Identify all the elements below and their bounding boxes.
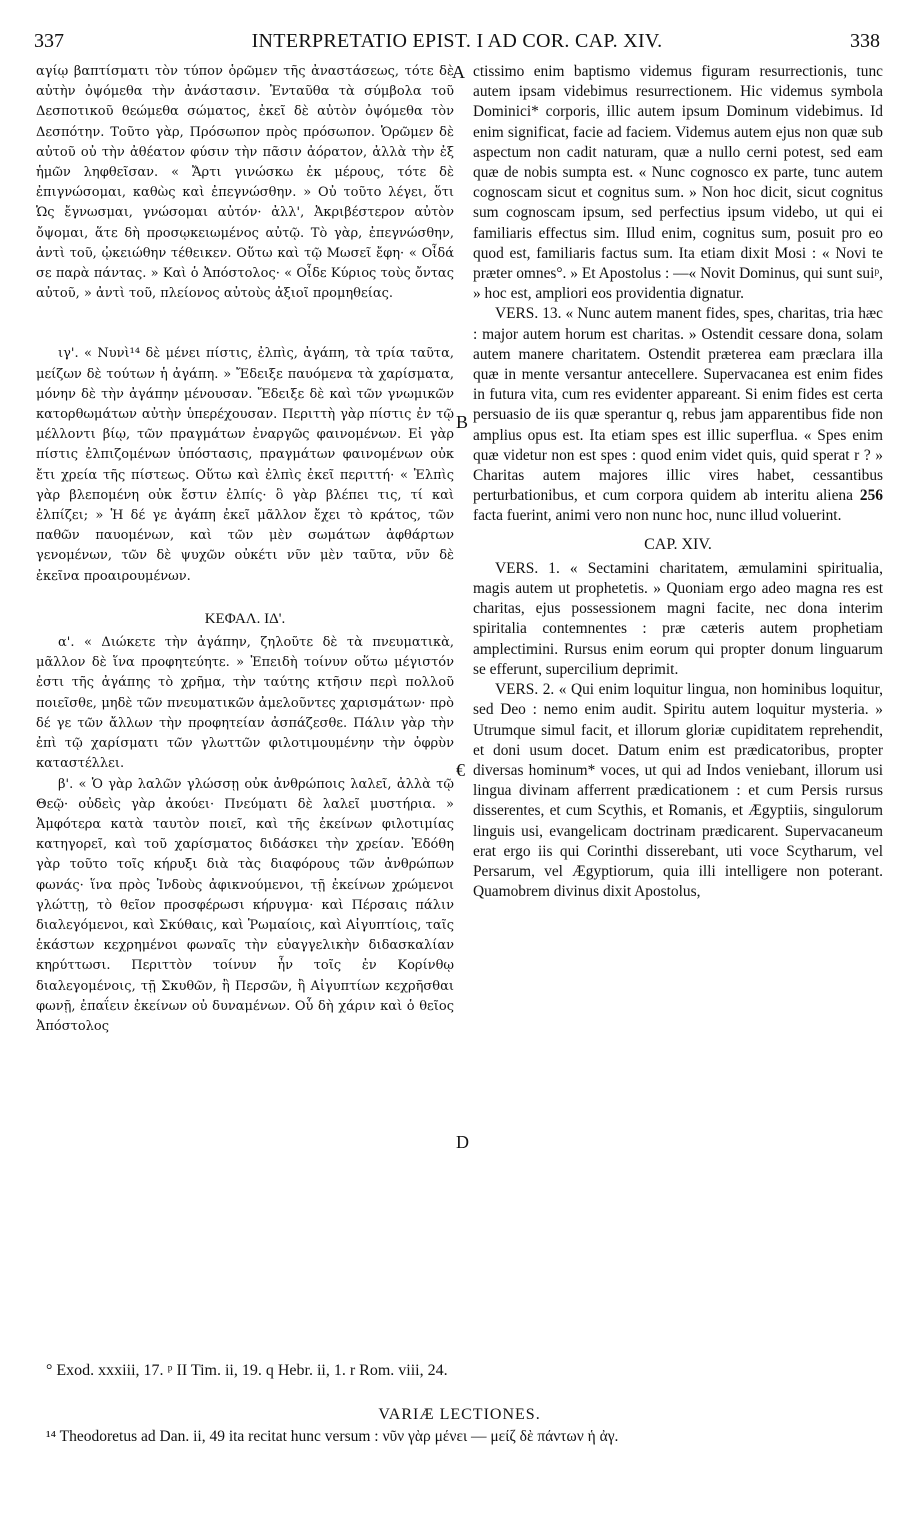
running-header xyxy=(34,30,880,58)
margin-marker-d: D xyxy=(456,1132,469,1152)
latin-paragraph-2-text: « Nunc autem manent fides, spes, charitas, tria hæc : major autem horum est charitas. » Ostendit cessare dona, solam autem manere charitatem. Ostendit præterea eam præclara illa quæ in mente versantur antecellere. Supervacanea est enim fides in futura vita, cum res evidenter appareant. Si enim fides est certa persuasio de iis quæ sperantur q, rebus jam apparentibus fide non amplius opus est. Ita etiam spes est illic superflua. « Spes enim quæ videtur non est spes : quod enim videt quis, quid sperat r ? » Charitas autem majores illic vires habet, cessantibus perturbationibus, et cum corpora quidem ab interitu aliena xyxy=(473,305,883,505)
verse-label-13: VERS. 13. xyxy=(495,305,562,323)
verse-label-2: VERS. 2. xyxy=(495,681,555,699)
variae-lectiones-note: ¹⁴ Theodoretus ad Dan. ii, 49 ita recitat hunc versum : νῦν γὰρ μένει — μείζ δὲ πάντων ἡ ἀγ. xyxy=(46,1428,619,1445)
greek-chapter-heading: ΚΕΦΑΛ. ΙΔ'. xyxy=(204,610,286,627)
latin-paragraph-2-end: facta fuerint, animi vero non nunc hoc, nunc illud voluerint. xyxy=(473,507,842,525)
latin-paragraph-3-text: « Sectamini charitatem, æmulamini spiritualia, magis autem ut prophetetis. » Quoniam ergo adeo magna res est charitas, ejus possessionem magni facite, nec dona interim spiritalia contemnentes : præ cæteris autem prophetiam amplectimini. Rursus enim eorum qui propter donum linguarum se efferunt, supercilium deprimit. xyxy=(473,559,883,678)
greek-paragraph-4: β'. « Ὁ γὰρ λαλῶν γλώσσῃ οὐκ ἀνθρώποις λαλεῖ, ἀλλὰ τῷ Θεῷ· οὐδεὶς γὰρ ἀκούει· Πνεύματι δὲ λαλεῖ μυστήρια. » Ἀμφότερα κατὰ ταυτὸν ποιεῖ, καὶ τῆς ἐκείνων φιλοτιμίας κατηγορεῖ, καὶ τοῦ χαρίσματος διδάσκει τὴν χρείαν. Ἐδόθη γὰρ τοῦτο τοῖς κήρυξι διὰ τὰς διαφόρους τῶν ἀνθρώπων φωνάς· ἵνα πρὸς Ἰνδοὺς ἀφικνούμενοι, τῇ ἐκείνων χρώμενοι γλώττῃ, τὸ θεῖον προσφέρωσι κήρυγμα· καὶ Πέρσαις πάλιν διαλεγόμενοι, καὶ Σκύθαις, καὶ Ῥωμαίοις, καὶ Αἰγυπτίοις, ταῖς ἑκάστων κεχρημένοι φωναῖς τὴν εὐαγγελικὴν διδασκαλίαν κηρύττωσι. Περιττὸν τοίνυν ἦν τοῖς ἐν Κορίνθῳ διαλεγομένοις, τῇ Σκυθῶν, ἢ Περσῶν, ἢ Αἰγυπτίων κεχρῆσθαι φωνῇ, ἐπαΐειν ἐκείνων οὐ δυναμένων. Οὗ δὴ χάριν καὶ ὁ θεῖος Ἀπόστολος xyxy=(36,776,454,1034)
verse-label-1: VERS. 1. xyxy=(495,559,560,577)
latin-paragraph-3 xyxy=(473,559,883,680)
latin-column xyxy=(473,62,883,902)
latin-paragraph-2 xyxy=(473,304,883,526)
page-number-right: 338 xyxy=(850,30,880,52)
latin-chapter-heading: CAP. XIV. xyxy=(644,535,712,553)
page-number-left: 337 xyxy=(34,30,64,52)
margin-marker-c: € xyxy=(456,760,465,780)
variae-lectiones-title: VARIÆ LECTIONES. xyxy=(378,1406,541,1423)
greek-column xyxy=(36,62,454,1037)
greek-paragraph-1: αγίῳ βαπτίσματι τὸν τύπον ὁρῶμεν τῆς ἀναστάσεως, τότε δὲ αὐτὴν ὀψόμεθα τὴν ἀνάστασιν. Ἐνταῦθα τὰ σύμβολα τοῦ Δεσποτικοῦ θεώμεθα σώματος, ἐκεῖ δὲ αὐτὸν ὀψόμεθα τὸν Δεσπότην. Τοῦτο γὰρ, Πρόσωπον πρὸς πρόσωπον. Ὁρῶμεν δὲ αὐτοῦ οὐ τὴν ἀθέατον φύσιν τὴν πᾶσιν ἀόρατον, ἀλλὰ τὴν ἐξ ἡμῶν ληφθεῖσαν. « Ἄρτι γινώσκω ἐκ μέρους, τότε δὲ ἐπιγνώσομαι, καθὼς καὶ ἐπεγνώσθην. » Οὐ τοῦτο λέγει, ὅτι Ὡς ἔγνωσμαι, γνώσομαι αὐτόν· ἀλλ', Ἀκριβέστερον αὐτὸν ὄψομαι, ἅτε δὴ προσῳκειωμένος αὐτῷ. Τὸ γὰρ, ἐπεγνώσθην, ἀντὶ τοῦ, ᾠκειώθην τέθεικεν. Οὕτω καὶ τῷ Μωσεῖ ἔφη· « Οἶδά σε παρὰ πάντας. » Καὶ ὁ Ἀπόστολος· « Οἶδε Κύριος τοὺς ὄντας αὐτοῦ, » ἀντὶ τοῦ, πλείονος αὐτοὺς ἀξιοῖ προμηθείας. xyxy=(36,64,454,302)
margin-marker-b: B xyxy=(456,412,469,432)
column-number: 256 xyxy=(859,487,883,505)
latin-paragraph-4 xyxy=(473,680,883,902)
margin-marker-a: A xyxy=(452,62,465,82)
latin-paragraph-1: ctissimo enim baptismo videmus figuram resurrectionis, tunc autem ipsam videbimus resurrectionem. Hic videmus symbola Dominici* corporis, illic autem ipsum Dominum videbimus. Id enim significat, facie ad faciem. Videmus autem ejus non quæ sub aspectum non cadit naturam, quæ a nullo cerni potest, sed eam quæ de nobis sumpta est. « Nunc cognosco ex parte, tunc autem cognoscam sicut et cognitus sum. » Non hoc dicit, sicut cognitus sum cognoscam ipsum, sed perfectius ipsum videbo, ut qui ei familiaris effectus sim. Illud enim, cognitus sum, posuit pro eo quod est, familiaris factus sum. Ita etiam dixit Mosi : « Novi te præter omnes°. » Et Apostolus : —« Novit Dominus, qui sunt suiᵖ, » hoc est, ampliori eos providentia dignatur. xyxy=(473,63,883,303)
greek-paragraph-3: α'. « Διώκετε τὴν ἀγάπην, ζηλοῦτε δὲ τὰ πνευματικὰ, μᾶλλον δὲ ἵνα προφητεύητε. » Ἐπειδὴ τοίνυν οὕτω μέγιστόν ἐστι τῆς ἀγάπης τὸ χρῆμα, τὴν ταύτης κτῆσιν περὶ πολλοῦ ποιεῖσθε, μηδὲ τῶν πνευματικῶν ἀμελοῦντες χαρισμάτων· πρὸ δέ γε τῶν ἄλλων τὴν προφητείαν ἀσπάζεσθε. Πάλιν γὰρ τὴν ἐπὶ τῷ χαρίσματι τῶν γλωττῶν φιλοτιμουμένην τὴν ὀφρὺν καταστέλλει. xyxy=(36,635,454,772)
page-title: INTERPRETATIO EPIST. I AD COR. CAP. XIV. xyxy=(251,30,663,52)
footnotes: ° Exod. xxxiii, 17. ᵖ II Tim. ii, 19. q Hebr. ii, 1. r Rom. viii, 24. xyxy=(46,1362,448,1379)
greek-paragraph-2: ιγ'. « Νυνὶ¹⁴ δὲ μένει πίστις, ἐλπὶς, ἀγάπη, τὰ τρία ταῦτα, μείζων δὲ τούτων ἡ ἀγάπη. » Ἔδειξε παυόμενα τὰ χαρίσματα, μόνην δὲ τὴν ἀγάπην μένουσαν. Ἔδειξε δὲ καὶ τῶν γνωμικῶν κατορθωμάτων αὐτὴν ὑπερέχουσαν. Περιττὴ γὰρ πίστις ἐν τῷ μέλλοντι βίῳ, τῶν πραγμάτων ἐναργῶς φαινομένων. Εἰ γὰρ πίστις ἐλπιζομένων ὑπόστασις, πραγμάτων φαινομένων οὐκ ἔτι χρεία τῆς πίστεως. Οὕτω καὶ ἐλπὶς ἐκεῖ περιττή· « Ἐλπὶς γὰρ βλεπομένη οὐκ ἔστιν ἐλπίς· ὃ γὰρ βλέπει τις, τί καὶ ἐλπίζει; » Ἡ δέ γε ἀγάπη ἐκεῖ μᾶλλον ἔχει τὸ κράτος, τῶν παθῶν παυομένων, καὶ τῶν μὲν σωμάτων ἀφθάρτων γενομένων, τῶν δὲ ψυχῶν οὐκέτι νῦν μὲν ταῦτα, νῦν δὲ ἐκεῖνα προαιρουμένων. xyxy=(36,346,454,584)
latin-paragraph-4-text: « Qui enim loquitur lingua, non hominibus loquitur, sed Deo : nemo enim audit. Spiritu autem loquitur mysteria. » Utrumque simul facit, et illorum gloriæ cupiditatem reprehendit, et doni usum docet. Datum enim est prædicatoribus, propter diversas hominum* voces, ut qui ad Indos veniebant, illorum usi lingua divinam afferrent prædicationem : et cum Persis rursus disserentes, et cum Scythis, et Romanis, et Ægyptiis, singulorum linguis usi, evangelicam doctrinam prædicarent. Supervacaneum erat ergo iis qui Corinthi disserebant, uti voce Scytharum, vel Persarum, vel Ægyptiorum, quia illi intelligere non poterant. Quamobrem divinus dixit Apostolus, xyxy=(473,681,883,901)
